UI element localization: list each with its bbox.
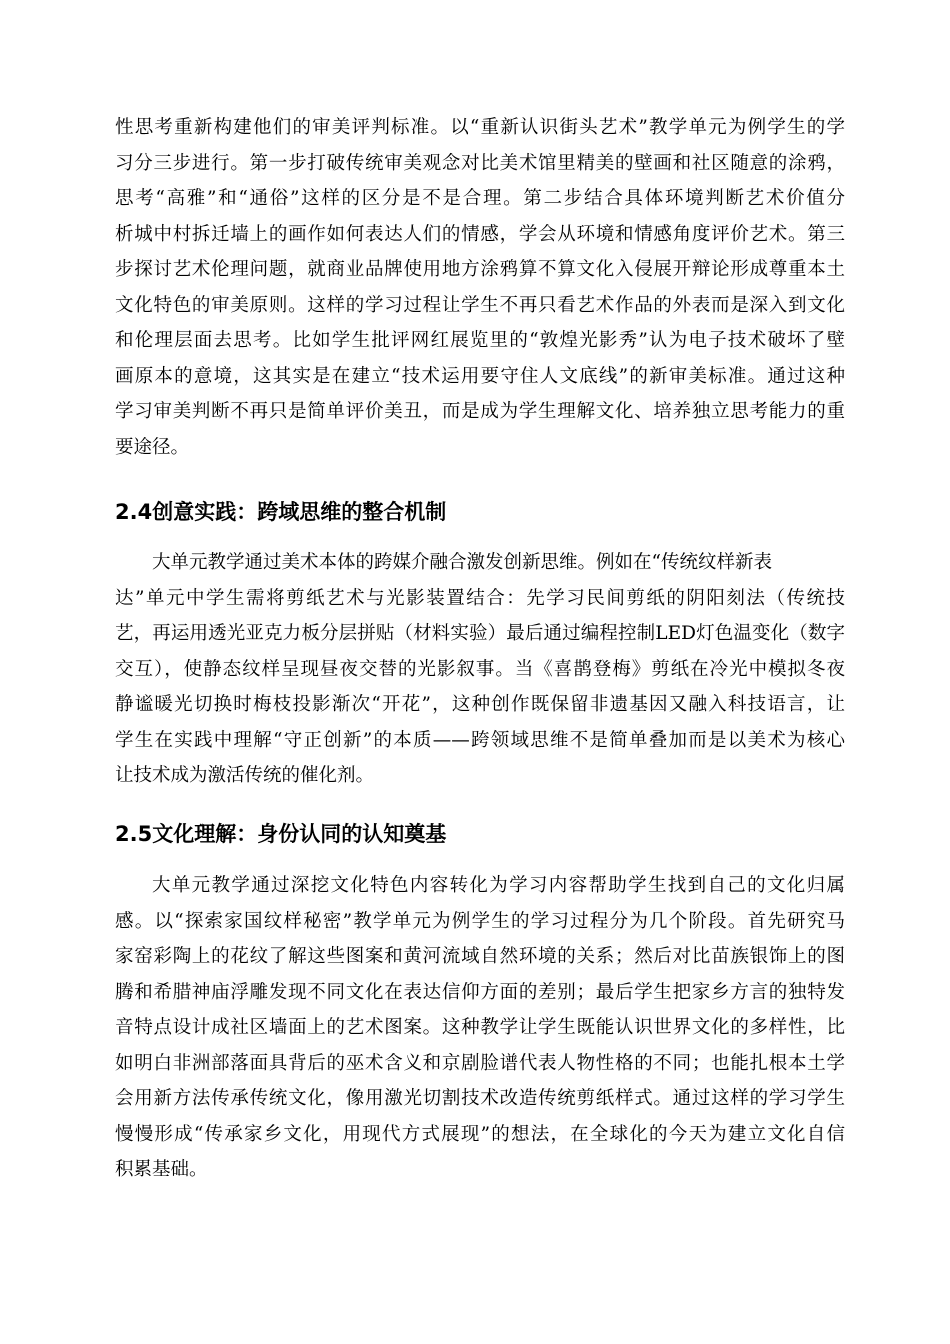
- text-line: 要途径。: [115, 436, 190, 458]
- text-line: 步探讨艺术伦理问题，就商业品牌使用地方涂鸦算不算文化入侵展开辩论形成尊重本土: [115, 259, 845, 280]
- text-line: 性思考重新构建他们的审美评判标准。以“重新认识街头艺术”教学单元为例学生的学: [115, 117, 845, 138]
- text-line: 静谧暖光切换时梅枝投影渐次“开花”，这种创作既保留非遗基因又融入科技语言，让: [115, 694, 845, 715]
- text-line: 析城中村拆迁墙上的画作如何表达人们的情感，学会从环境和情感角度评价艺术。第三: [115, 223, 845, 245]
- text-line: 让技术成为激活传统的催化剂。: [115, 765, 375, 786]
- paragraph-creative-practice: [115, 545, 845, 794]
- text-line: 学习审美判断不再只是简单评价美丑，而是成为学生理解文化、培养独立思考能力的重: [115, 401, 845, 422]
- text-line: 慢慢形成“传承家乡文化，用现代方式展现”的想法，在全球化的今天为建立文化自信: [115, 1123, 845, 1145]
- text-line: 习分三步进行。第一步打破传统审美观念对比美术馆里精美的壁画和社区随意的涂鸦，: [115, 152, 845, 174]
- text-line: 大单元教学通过深挖文化特色内容转化为学习内容帮助学生找到自己的文化归属: [152, 875, 845, 896]
- text-line: 学生在实践中理解“守正创新”的本质——跨领域思维不是简单叠加而是以美术为核心: [115, 729, 845, 751]
- text-line: 腾和希腊神庙浮雕发现不同文化在表达信仰方面的差别；最后学生把家乡方言的独特发: [115, 981, 845, 1003]
- text-line: 家窑彩陶上的花纹了解这些图案和黄河流域自然环境的关系；然后对比苗族银饰上的图: [115, 946, 845, 967]
- text-line: 文化特色的审美原则。这样的学习过程让学生不再只看艺术作品的外表而是深入到文化: [115, 294, 845, 316]
- text-line: 交互），使静态纹样呈现昼夜交替的光影叙事。当《喜鹊登梅》剪纸在冷光中模拟冬夜: [115, 658, 845, 680]
- text-line: 思考“高雅”和“通俗”这样的区分是不是合理。第二步结合具体环境判断艺术价值分: [115, 188, 845, 209]
- text-line: 感。以“探索家国纹样秘密”教学单元为例学生的学习过程分为几个阶段。首先研究马: [115, 910, 845, 932]
- text-line: 画原本的意境，这其实是在建立“技术运用要守住人文底线”的新审美标准。通过这种: [115, 365, 845, 387]
- section-heading-2-5: 2.5文化理解：身份认同的认知奠基: [115, 822, 447, 846]
- text-line: 会用新方法传承传统文化，像用激光切割技术改造传统剪纸样式。通过这样的学习学生: [115, 1088, 845, 1109]
- text-line: 大单元教学通过美术本体的跨媒介融合激发创新思维。例如在“传统纹样新表: [152, 552, 772, 573]
- text-line: 如明白非洲部落面具背后的巫术含义和京剧脸谱代表人物性格的不同；也能扎根本土学: [115, 1052, 845, 1074]
- text-line: 达”单元中学生需将剪纸艺术与光影装置结合：先学习民间剪纸的阴阳刻法（传统技: [115, 587, 845, 609]
- section-heading-2-4: 2.4创意实践：跨域思维的整合机制: [115, 500, 447, 524]
- text-line: 和伦理层面去思考。比如学生批评网红展览里的“敦煌光影秀”认为电子技术破坏了壁: [115, 330, 845, 351]
- text-line: 积累基础。: [115, 1159, 208, 1180]
- paragraph-cultural-understanding: [115, 868, 845, 1188]
- paragraph-aesthetic-judgment: [115, 110, 845, 465]
- text-line: 艺，再运用透光亚克力板分层拼贴（材料实验）最后通过编程控制LED灯色温变化（数字: [115, 623, 845, 644]
- text-line: 音特点设计成社区墙面上的艺术图案。这种教学让学生既能认识世界文化的多样性，比: [115, 1017, 845, 1038]
